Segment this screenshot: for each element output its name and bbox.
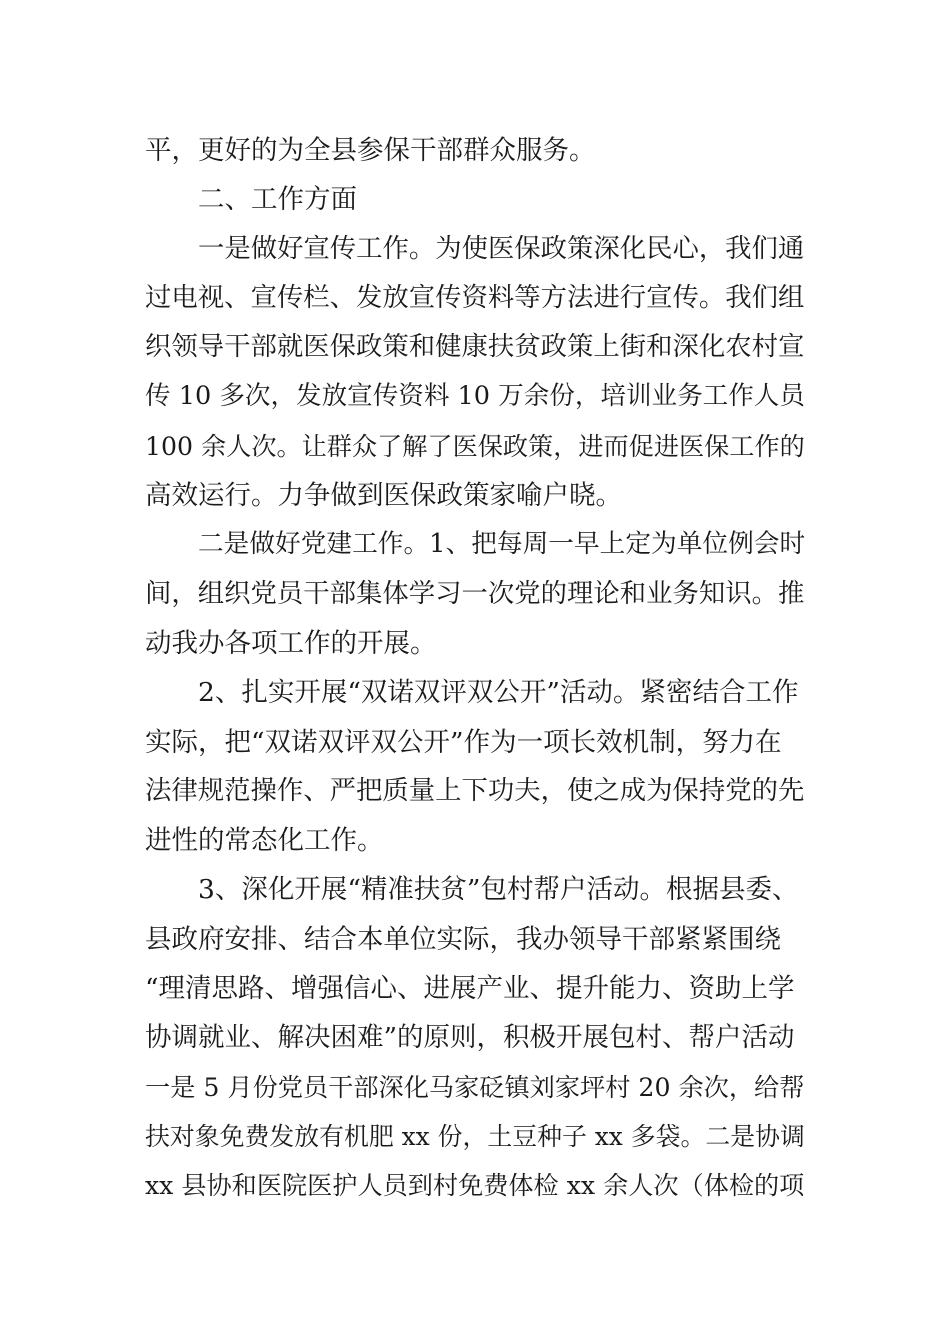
text-line: xx 县协和医院医护人员到村免费体检 xx 余人次（体检的项 (145, 1171, 805, 1201)
text-line: 一是做好宣传工作。为使医保政策深化民心，我们通 (198, 233, 805, 264)
document-body (145, 126, 805, 1211)
text-line: 进性的常态化工作。 (145, 825, 384, 857)
text-line: 2、扎实开展“双诺双评双公开”活动。紧密结合工作 (198, 677, 799, 709)
text-line: 3、深化开展“精准扶贫”包村帮户活动。根据县委、 (198, 874, 799, 906)
text-line: 实际，把“双诺双评双公开”作为一项长效机制，努力在 (145, 726, 782, 758)
text-line: 一是 5 月份党员干部深化马家砭镇刘家坪村 20 余次，给帮 (145, 1072, 805, 1102)
text-line: 协调就业、解决困难”的原则，积极开展包村、帮户活动 (145, 1022, 795, 1054)
text-line: 过电视、宣传栏、发放宣传资料等方法进行宣传。我们组 (145, 282, 805, 313)
text-line: “理清思路、增强信心、进展产业、提升能力、资助上学 (145, 973, 795, 1005)
text-line: 扶对象免费发放有机肥 xx 份，土豆种子 xx 多袋。二是协调 (145, 1121, 805, 1151)
text-line: 传 10 多次，发放宣传资料 10 万余份，培训业务工作人员 (145, 381, 805, 412)
text-line: 100 余人次。让群众了解了医保政策，进而促进医保工作的 (145, 431, 805, 461)
text-line: 县政府安排、结合本单位实际，我办领导干部紧紧围绕 (145, 923, 781, 955)
text-line: 高效运行。力争做到医保政策家喻户晓。 (145, 480, 622, 512)
text-line: 动我办各项工作的开展。 (145, 627, 437, 659)
text-line: 二、工作方面 (198, 184, 357, 216)
text-line: 间，组织党员干部集体学习一次党的理论和业务知识。推 (145, 578, 805, 609)
text-line: 二是做好党建工作。1、把每周一早上定为单位例会时 (198, 529, 806, 560)
text-line: 织领导干部就医保政策和健康扶贫政策上街和深化农村宣 (145, 332, 805, 363)
text-line: 平，更好的为全县参保干部群众服务。 (145, 135, 596, 166)
text-line: 法律规范操作、严把质量上下功夫，使之成为保持党的先 (145, 775, 805, 806)
